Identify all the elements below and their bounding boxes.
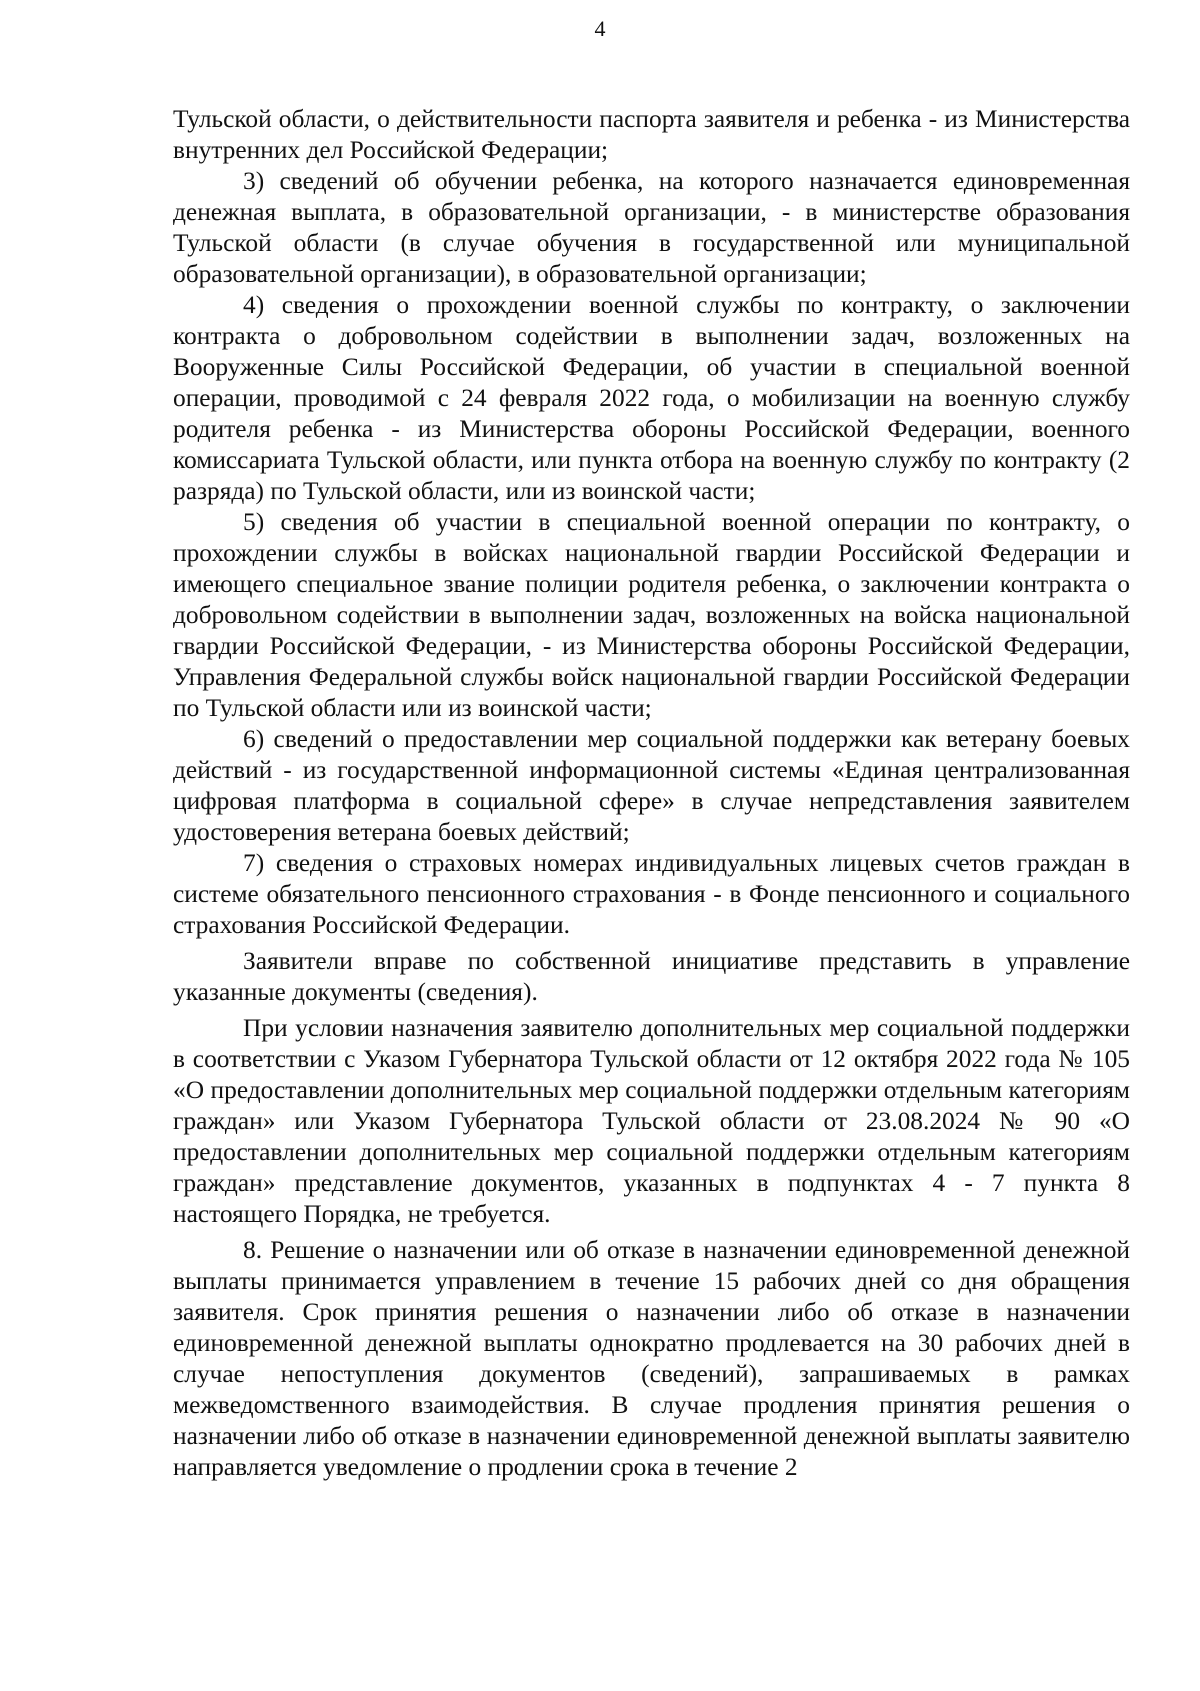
- paragraph-item-6: 6) сведений о предоставлении мер социальной поддержки как ветерану боевых действий - из государственной информационной системы «Единая централизованная цифровая платформа в социальной сфере» в случае непредставления заявителем удостоверения ветерана боевых действий;: [173, 725, 1130, 846]
- document-body: [173, 104, 1130, 1483]
- paragraph-item-3: 3) сведений об обучении ребенка, на которого назначается единовременная денежная выплата, в образовательной организации, - в министерстве образования Тульской области (в случае обучения в государственной или муниципальной образовательной организации), в образовательной организации;: [173, 167, 1130, 288]
- paragraph-item-5: 5) сведения об участии в специальной военной операции по контракту, о прохождении службы в войсках национальной гвардии Российской Федерации и имеющего специальное звание полиции родителя ребенка, о заключении контракта о добровольном содействии в выполнении задач, возложенных на войска национальной гвардии Российской Федерации, - из Министерства обороны Российской Федерации, Управления Федеральной службы войск национальной гвардии Российской Федерации по Тульской области или из воинской части;: [173, 508, 1130, 722]
- paragraph-additional-measures: При условии назначения заявителю дополнительных мер социальной поддержки в соответствии с Указом Губернатора Тульской области от 12 октября 2022 года № 105 «О предоставлении дополнительных мер социальной поддержки отдельным категориям граждан» или Указом Губернатора Тульской области от 23.08.2024 № 90 «О предоставлении дополнительных мер социальной поддержки отдельным категориям граждан» представление документов, указанных в подпунктах 4 - 7 пункта 8 настоящего Порядка, не требуется.: [173, 1014, 1130, 1228]
- page-number: 4: [594, 16, 606, 41]
- paragraph-clause-8: 8. Решение о назначении или об отказе в назначении единовременной денежной выплаты принимается управлением в течение 15 рабочих дней со дня обращения заявителя. Срок принятия решения о назначении либо об отказе в назначении единовременной денежной выплаты однократно продлевается на 30 рабочих дней в случае непоступления документов (сведений), запрашиваемых в рамках межведомственного взаимодействия. В случае продления принятия решения о назначении либо об отказе в назначении единовременной денежной выплаты заявителю направляется уведомление о продлении срока в течение 2: [173, 1236, 1130, 1481]
- paragraph-continuation: Тульской области, о действительности паспорта заявителя и ребенка - из Министерства внутренних дел Российской Федерации;: [173, 105, 1130, 164]
- paragraph-applicants-right: Заявители вправе по собственной инициативе представить в управление указанные документы (сведения).: [173, 947, 1130, 1006]
- paragraph-item-4: 4) сведения о прохождении военной службы по контракту, о заключении контракта о добровольном содействии в выполнении задач, возложенных на Вооруженные Силы Российской Федерации, об участии в специальной военной операции, проводимой с 24 февраля 2022 года, о мобилизации на военную службу родителя ребенка - из Министерства обороны Российской Федерации, военного комиссариата Тульской области, или пункта отбора на военную службу по контракту (2 разряда) по Тульской области, или из воинской части;: [173, 291, 1130, 505]
- paragraph-item-7: 7) сведения о страховых номерах индивидуальных лицевых счетов граждан в системе обязательного пенсионного страхования - в Фонде пенсионного и социального страхования Российской Федерации.: [173, 849, 1130, 939]
